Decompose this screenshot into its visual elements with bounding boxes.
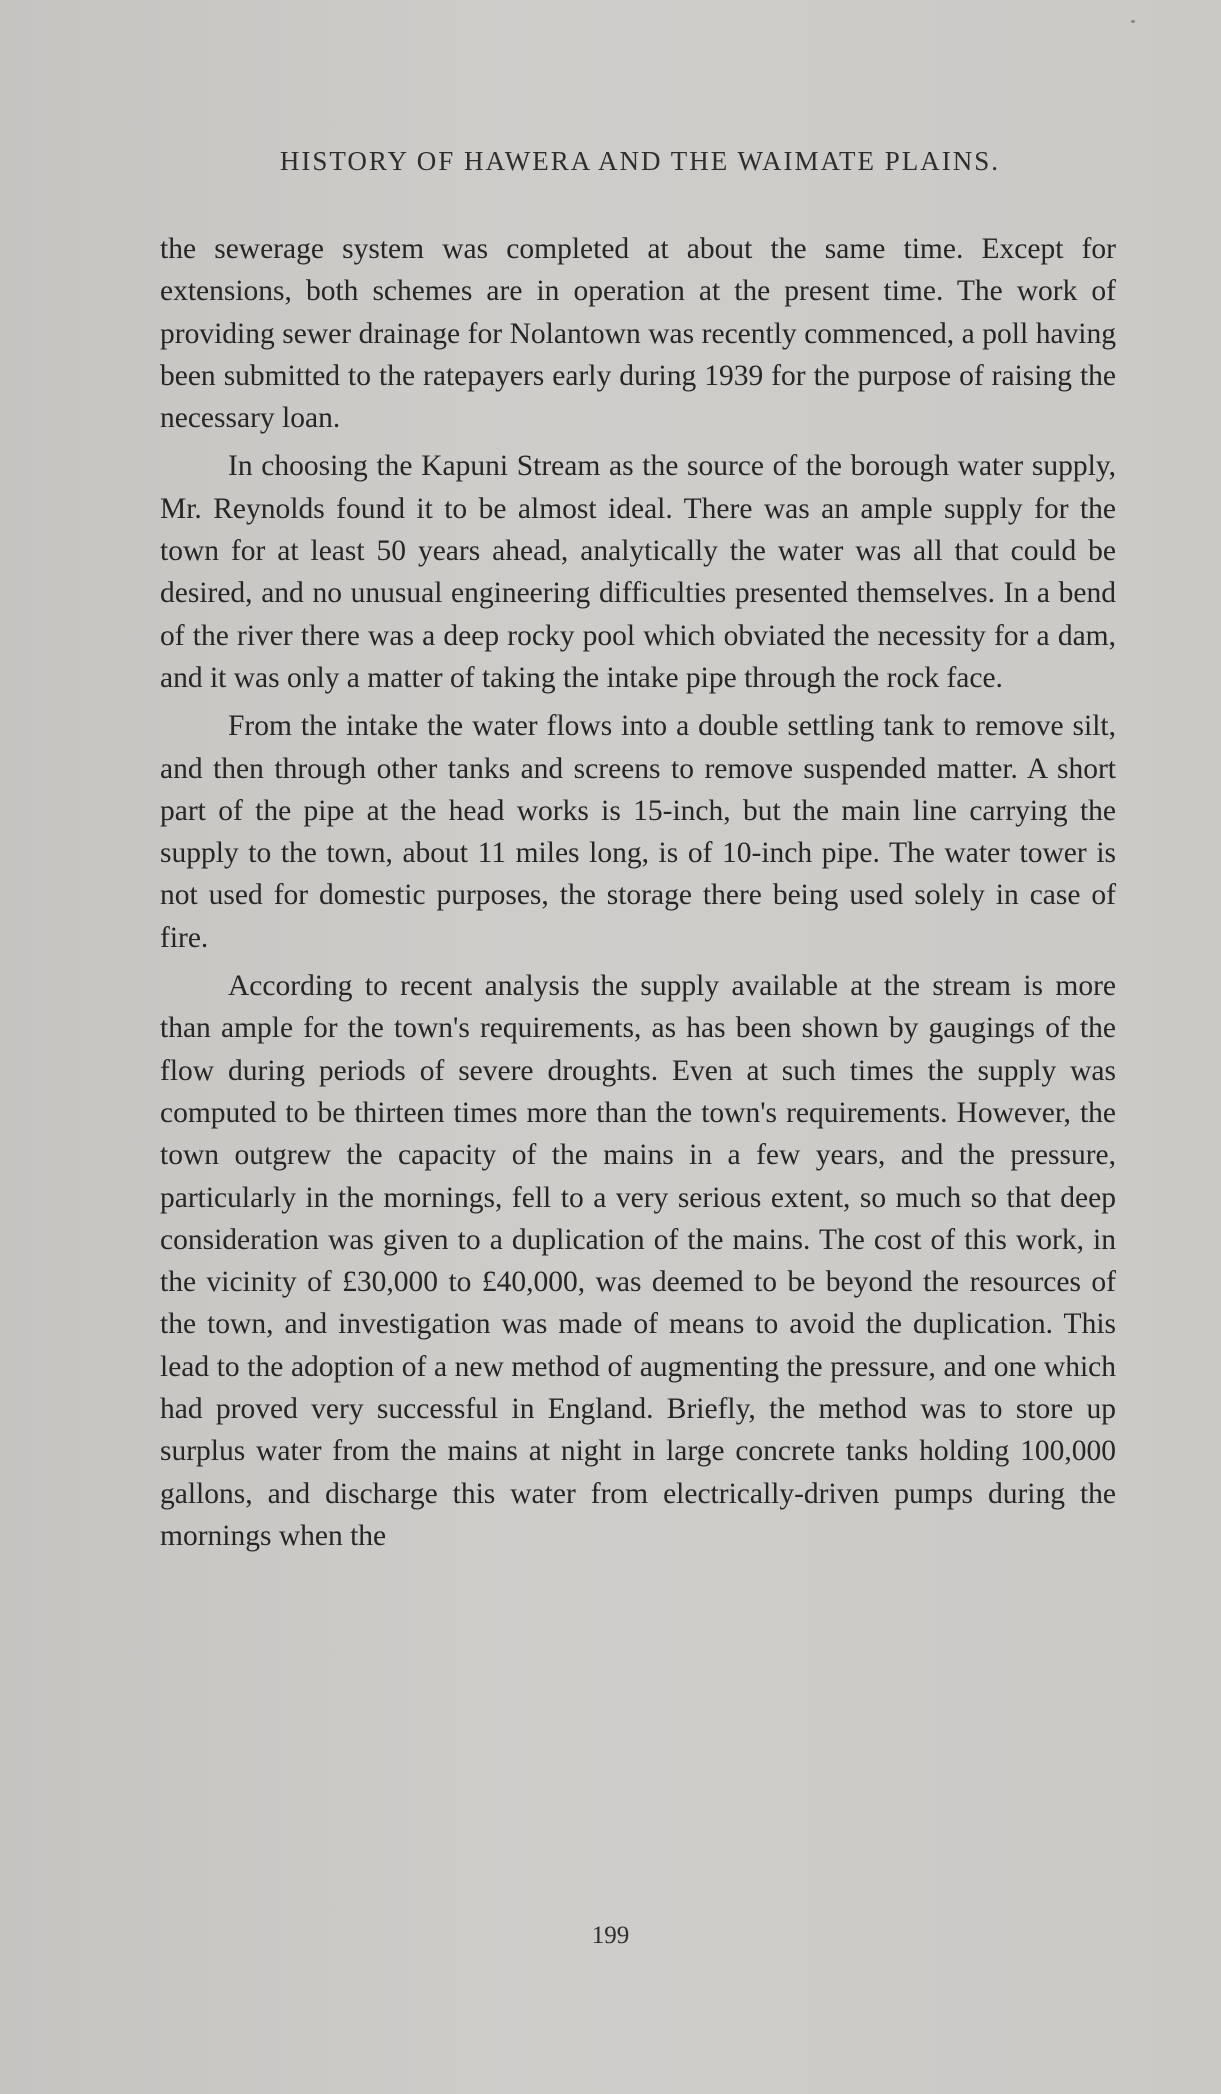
body-text: [160, 228, 1116, 1557]
paragraph: the sewerage system was completed at about the same time. Except for extensions, both schemes are in operation at the present time. The work of providing sewer drainage for Nolantown was recently commenced, a poll having been submitted to the ratepayers early during 1939 for the purpose of raising the necessary loan.: [160, 233, 1116, 435]
paragraph: In choosing the Kapuni Stream as the source of the borough water supply, Mr. Reynolds found it to be almost ideal. There was an ample supply for the town for at least 50 years ahead, analytically the water was all that could be desired, and no unusual engineering difficulties presented themselves. In a bend of the river there was a deep rocky pool which obviated the necessity for a dam, and it was only a matter of taking the intake pipe through the rock face.: [160, 450, 1116, 694]
paper-speck: [1131, 20, 1135, 23]
running-head: HISTORY OF HAWERA AND THE WAIMATE PLAINS.: [279, 146, 1001, 176]
paragraph: From the intake the water flows into a double settling tank to remove silt, and then through other tanks and screens to remove suspended matter. A short part of the pipe at the head works is 15-inch, but the main line carrying the supply to the town, about 11 miles long, is of 10-inch pipe. The water tower is not used for domestic purposes, the storage there being used solely in case of fire.: [160, 710, 1116, 954]
page-number: 199: [591, 1922, 630, 1949]
paragraph: According to recent analysis the supply available at the stream is more than ample for the town's requirements, as has been shown by gaugings of the flow during periods of severe droughts. Even at such times the supply was computed to be thirteen times more than the town's requirements. However, the town outgrew the capacity of the mains in a few years, and the pressure, particularly in the mornings, fell to a very serious extent, so much so that deep consideration was given to a duplication of the mains. The cost of this work, in the vicinity of £30,000 to £40,000, was deemed to be beyond the resources of the town, and investigation was made of means to avoid the duplication. This lead to the adoption of a new method of augmenting the pressure, and one which had proved very successful in England. Briefly, the method was to store up surplus water from the mains at night in large concrete tanks holding 100,000 gallons, and discharge this water from electrically-driven pumps during the mornings when the: [160, 970, 1116, 1552]
